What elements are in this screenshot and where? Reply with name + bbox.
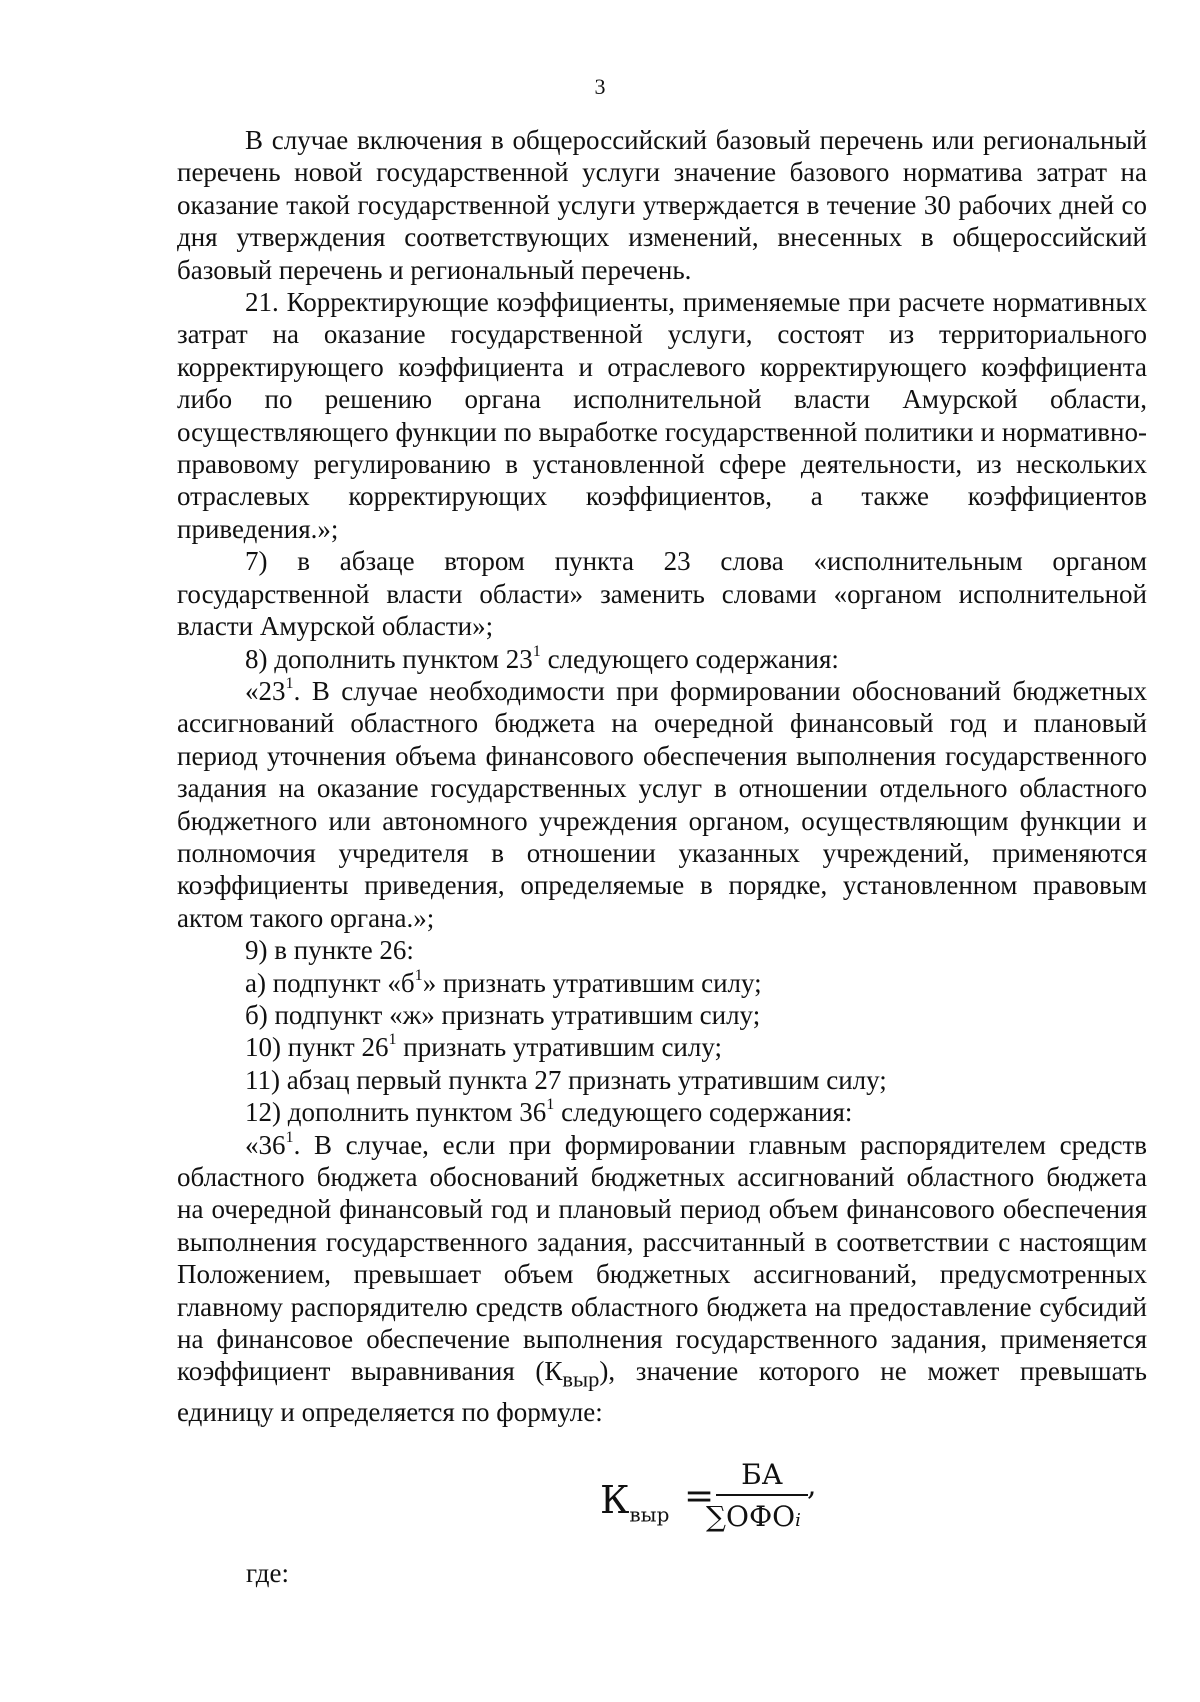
- paragraph: 11) абзац первый пункта 27 признать утратившим силу;: [245, 1064, 887, 1095]
- text-run: . В случае, если при формировании главным распорядителем средств областного бюджета обоснований бюджетных ассигнований областного бюджета на очередной финансовый год и плановый период объем финансового обеспечения выполнения государственного задания, рассчитанный в соответствии с настоящим Положением, превышает объем бюджетных ассигнований, предусмотренных главному распорядителю средств областного бюджета на предоставление субсидий на финансовое обеспечение выполнения государственного задания, применяется коэффициент выравнивания (К: [177, 1129, 1147, 1387]
- text-run: «36: [245, 1129, 286, 1160]
- text-run: а) подпункт «б: [245, 967, 415, 998]
- paragraph: [177, 675, 1147, 934]
- page-number: 3: [594, 74, 606, 99]
- paragraph: В случае включения в общероссийский базовый перечень или региональный перечень новой государственной услуги значение базового норматива затрат на оказание такой государственной услуги утверждается в течение 30 рабочих дней со дня утверждения соответствующих изменений, внесенных в общероссийский базовый перечень и региональный перечень.: [177, 125, 1147, 285]
- paragraph: [177, 1096, 1147, 1128]
- paragraph: 21. Корректирующие коэффициенты, применяемые при расчете нормативных затрат на оказание государственной услуги, состоят из территориального корректирующего коэффициента и отраслевого корректирующего коэффициента либо по решению органа исполнительной власти Амурской области, осуществляющего функции по выработке государственной политики и нормативно-правовому регулированию в установленной сфере деятельности, из нескольких отраслевых корректирующих коэффициентов, а также коэффициентов приведения.»;: [177, 287, 1147, 544]
- subscript: выр: [562, 1366, 600, 1392]
- paragraph: [177, 643, 1147, 675]
- formula-denominator-index: i: [795, 1510, 801, 1531]
- formula-comma: ,: [807, 1468, 817, 1503]
- text-run: признать утратившим силу;: [396, 1032, 722, 1063]
- document-body: [177, 124, 1147, 1429]
- where-label: где:: [246, 1558, 289, 1588]
- text-run: 12) дополнить пунктом 36: [245, 1097, 547, 1128]
- paragraph: [177, 1031, 1147, 1063]
- text-run: «23: [245, 675, 286, 706]
- fraction-bar: [716, 1494, 808, 1496]
- formula-numerator: БА: [741, 1458, 783, 1491]
- paragraph: 9) в пункте 26:: [245, 935, 414, 966]
- text-run: 10) пункт 26: [245, 1032, 389, 1063]
- superscript: 1: [285, 673, 294, 692]
- formula-denominator: [706, 1500, 801, 1533]
- formula-equals: =: [684, 1476, 715, 1517]
- text-run: 8) дополнить пунктом 23: [245, 643, 533, 674]
- formula-denominator-text: ∑ОФО: [706, 1500, 796, 1533]
- superscript: 1: [388, 1030, 397, 1049]
- superscript: 1: [546, 1095, 555, 1114]
- formula-subscript: выр: [629, 1502, 670, 1527]
- formula-symbol: К: [600, 1478, 630, 1522]
- superscript: 1: [414, 965, 423, 984]
- text-run: ), значение которого не может превышать единицу и определяется по формуле:: [177, 1356, 1147, 1428]
- superscript: 1: [285, 1127, 294, 1146]
- paragraph: 7) в абзаце втором пункта 23 слова «исполнительным органом государственной власти области» заменить словами «органом исполнительной власти Амурской области»;: [177, 546, 1147, 642]
- superscript: 1: [532, 641, 541, 660]
- formula: [600, 1458, 820, 1542]
- formula-lhs: [600, 1478, 669, 1527]
- text-run: следующего содержания:: [554, 1097, 853, 1128]
- text-run: . В случае необходимости при формировании обоснований бюджетных ассигнований областного бюджета на очередной финансовый год и плановый период уточнения объема финансового обеспечения выполнения государственного задания на оказание государственных услуг в отношении отдельного областного бюджетного или автономного учреждения органом, осуществляющим функции и полномочия учредителя в отношении указанных учреждений, применяются коэффициенты приведения, определяемые в порядке, установленном правовым актом такого органа.»;: [177, 675, 1147, 933]
- text-run: » признать утратившим силу;: [422, 967, 762, 998]
- paragraph: [177, 967, 1147, 999]
- paragraph: б) подпункт «ж» признать утратившим силу;: [245, 999, 761, 1030]
- text-run: следующего содержания:: [540, 643, 839, 674]
- paragraph: [177, 1129, 1147, 1429]
